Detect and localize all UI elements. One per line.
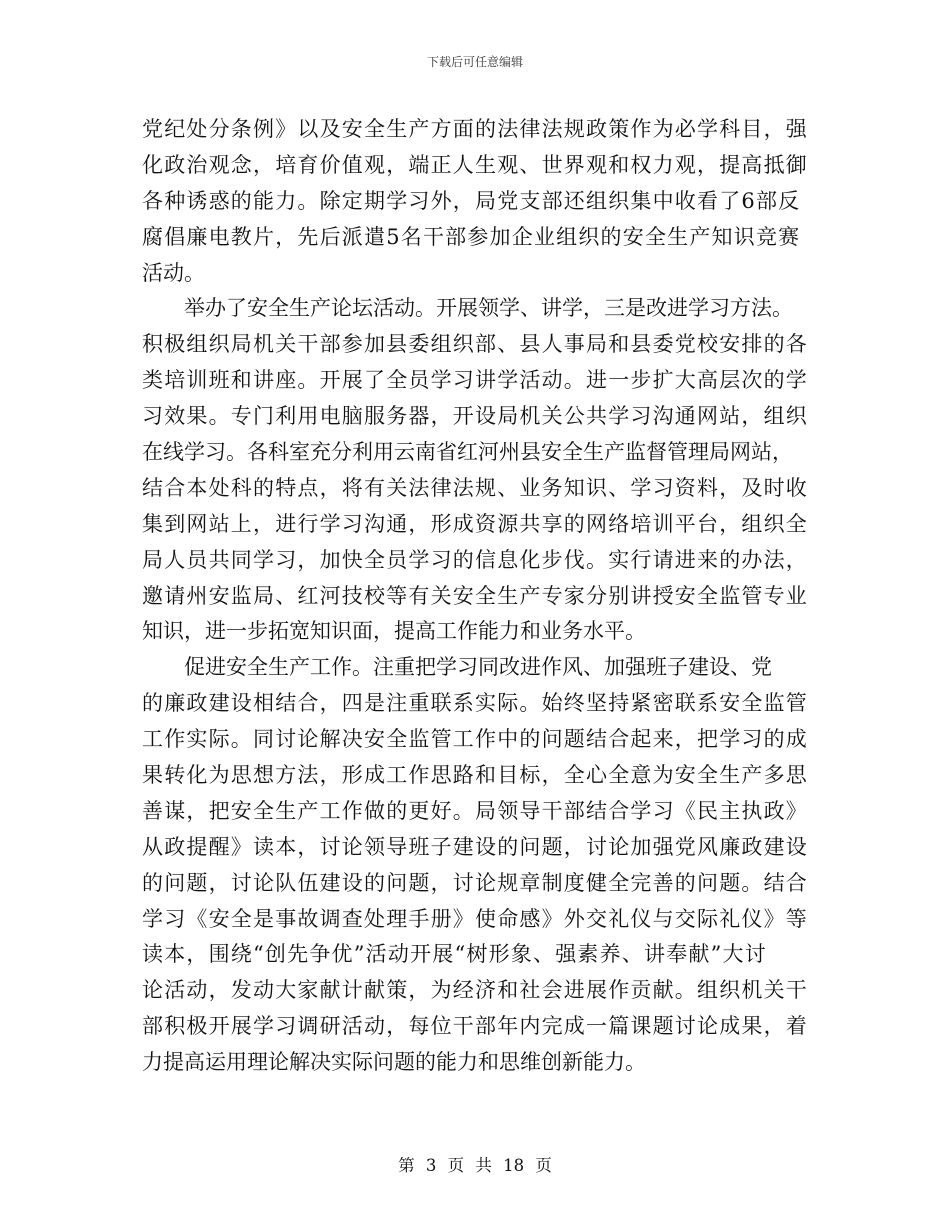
text-line: 读本，围绕“创先争优”活动开展“树形象、强素养、讲奉献”大讨 (142, 942, 767, 967)
text-line: 类培训班和讲座。开展了全员学习讲学活动。进一步扩大高层次的学 (142, 368, 808, 393)
text-line: 在线学习。各科室充分利用云南省红河州县安全生产监督管理局网站， (142, 440, 793, 465)
text-line: 党纪处分条例》以及安全生产方面的法律法规政策作为必学科目，强 (142, 117, 808, 141)
page-footer: 第 3 页 共 18 页 (398, 1156, 552, 1175)
text-line: 的问题，讨论队伍建设的问题，讨论规章制度健全完善的问题。结合 (142, 870, 808, 895)
text-line: 从政提醒》读本，讨论领导班子建设的问题，讨论加强党风廉政建设 (142, 834, 808, 859)
text-line: 腐倡廉电教片，先后派遣5名干部参加企业组织的安全生产知识竞赛 (142, 224, 801, 249)
text-line: 学习《安全是事故调查处理手册》使命感》外交礼仪与交际礼仪》等 (142, 906, 808, 931)
text-line: 论活动，发动大家献计献策，为经济和社会进展作贡献。组织机关干 (142, 978, 808, 1003)
document-body (142, 112, 822, 1081)
text-line: 邀请州安监局、红河技校等有关安全生产专家分别讲授安全监管专业 (142, 583, 808, 608)
text-line: 局人员共同学习，加快全员学习的信息化步伐。实行请进来的办法， (142, 547, 808, 572)
text-line: 善谋，把安全生产工作做的更好。局领导干部结合学习《民主执政》 (142, 798, 808, 823)
text-line: 结合本处科的特点，将有关法律法规、业务知识、学习资料，及时收 (142, 475, 808, 500)
text-line: 各种诱惑的能力。除定期学习外，局党支部还组织集中收看了6部反 (142, 188, 801, 213)
text-line: 化政治观念，培育价值观，端正人生观、世界观和权力观，提高抵御 (142, 152, 808, 177)
text-line: 工作实际。同讨论解决安全监管工作中的问题结合起来，把学习的成 (142, 727, 808, 752)
text-line: 果转化为思想方法，形成工作思路和目标，全心全意为安全生产多思 (142, 763, 808, 788)
text-line: 积极组织局机关干部参加县委组织部、县人事局和县委党校安排的各 (142, 332, 808, 357)
text-line: 知识，进一步拓宽知识面，提高工作能力和业务水平。 (142, 619, 646, 644)
text-line: 习效果。专门利用电脑服务器，开设局机关公共学习沟通网站，组织 (142, 404, 808, 429)
text-line: 力提高运用理论解决实际问题的能力和思维创新能力。 (142, 1050, 646, 1075)
text-line: 活动。 (142, 260, 205, 285)
paragraph-first-line: 促进安全生产工作。注重把学习同改进作风、加强班子建设、党 (184, 655, 772, 680)
paragraph-first-line: 举办了安全生产论坛活动。开展领学、讲学，三是改进学习方法。 (184, 296, 793, 321)
text-line: 的廉政建设相结合，四是注重联系实际。始终坚持紧密联系安全监管 (142, 691, 808, 716)
page-header: 下载后可任意编辑 (426, 55, 523, 69)
text-line: 集到网站上，进行学习沟通，形成资源共享的网络培训平台，组织全 (142, 511, 808, 536)
text-line: 部积极开展学习调研活动，每位干部年内完成一篇课题讨论成果，着 (142, 1014, 808, 1039)
